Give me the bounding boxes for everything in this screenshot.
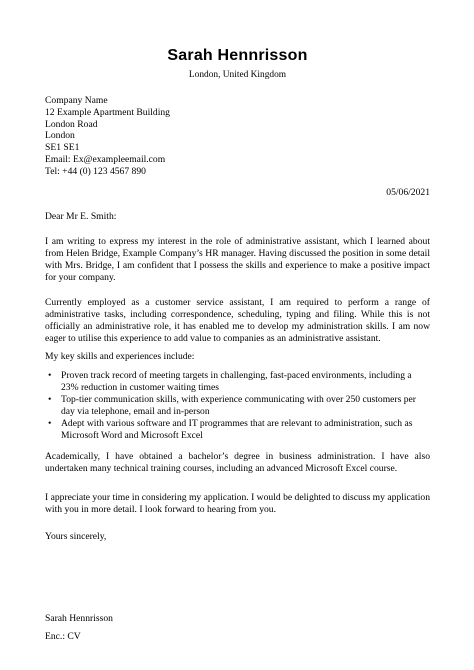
skills-list (45, 370, 430, 442)
enclosure-note: Enc.: CV (45, 631, 81, 642)
list-item (45, 370, 430, 394)
bullet-icon: • (48, 394, 52, 405)
paragraph-skills-intro: My key skills and experiences include: (45, 351, 195, 362)
skill-targets: Proven track record of meeting targets in challenging, fast-paced environments, including a 23% reduction in customer waiting times (61, 370, 412, 393)
list-item (45, 394, 430, 418)
letter-date: 05/06/2021 (386, 187, 430, 198)
greeting: Dear Mr E. Smith: (45, 211, 117, 222)
recipient-company: Company Name (45, 95, 108, 106)
sender-location: London, United Kingdom (188, 70, 287, 80)
paragraph-intro: I am writing to express my interest in the role of administrative assistant, which I learned about from Helen Bridge, Example Company’s HR manager. Having discussed the position in some detail with Mrs. Bridge, I am confident that I possess the skills and experience to make a positive impact for your company. (45, 236, 430, 283)
bullet-icon: • (48, 418, 52, 429)
recipient-building: 12 Example Apartment Building (45, 106, 170, 118)
paragraph-experience: Currently employed as a customer service assistant, I am required to perform a range of administrative tasks, including correspondence, scheduling, typing and filing. While this is not officially an administrative role, it has enabled me to develop my administration skills. I am now eager to utilise this experience to add value to companies as an administrative assistant. (45, 297, 430, 344)
recipient-street: London Road (45, 118, 98, 130)
recipient-phone: Tel: +44 (0) 123 4567 890 (45, 165, 146, 177)
sender-name: Sarah Hennrisson (167, 47, 308, 64)
skill-software: Adept with various software and IT programmes that are relevant to administration, such as Microsoft Word and Microsoft Excel (61, 418, 413, 441)
sign-off: Yours sincerely, (45, 531, 107, 542)
paragraph-closing: I appreciate your time in considering my application. I would be delighted to discuss my application with you in more detail. I look forward to hearing from you. (45, 492, 430, 515)
list-item (45, 418, 430, 442)
bullet-icon: • (48, 370, 52, 381)
recipient-address (45, 95, 170, 178)
skill-communication: Top-tier communication skills, with experience communicating with over 250 customers per day via telephone, email and in-person (61, 394, 417, 417)
paragraph-education: Academically, I have obtained a bachelor’s degree in business administration. I have also undertaken many technical training courses, including an advanced Microsoft Excel course. (45, 451, 430, 474)
recipient-postcode: SE1 SE1 (45, 142, 80, 154)
signature-name: Sarah Hennrisson (45, 613, 113, 624)
recipient-email: Email: Ex@exampleemail.com (45, 153, 166, 165)
recipient-city: London (45, 130, 75, 142)
